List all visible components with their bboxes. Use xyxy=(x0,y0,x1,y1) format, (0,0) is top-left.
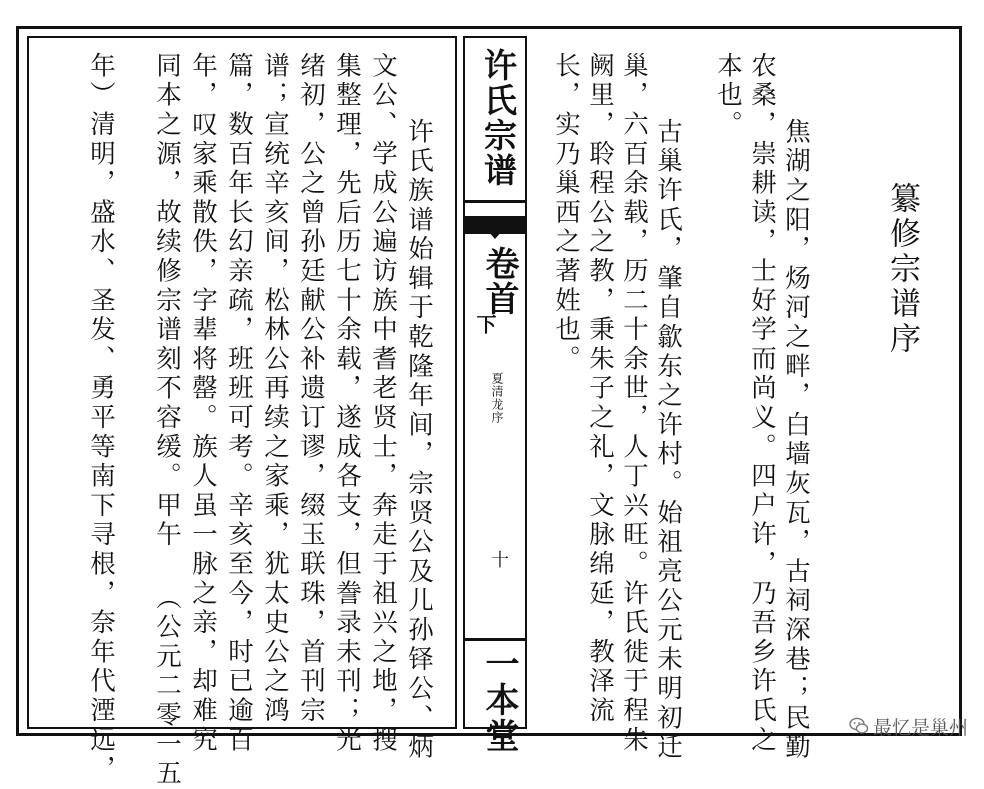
preface-author: 夏清龙序 xyxy=(490,372,504,424)
volume-arrow xyxy=(487,230,503,239)
right-text-line: 阙里，聆程公之教，秉朱子之礼，文脉绵延，教泽流 xyxy=(585,52,615,726)
left-text-line: 谱；宣统辛亥间，松林公再续之家乘，犹太史公之鸿 xyxy=(260,52,290,726)
right-text-line: 焦湖之阳，炀河之畔，白墙灰瓦，古祠深巷；民勤 xyxy=(781,118,811,763)
spine-divider xyxy=(465,200,525,203)
left-text-line: 文公、学成公遍访族中耆老贤士，奔走于祖兴之地，搜 xyxy=(368,52,398,756)
wechat-icon xyxy=(849,716,869,736)
left-text-line: 绪初，公之曾孙廷献公补遗订谬，缀玉联珠，首刊宗 xyxy=(296,52,326,726)
book-spine xyxy=(463,36,527,754)
left-text-line: 同本之源，故续修宗谱刻不容缓。甲午 （公元二零一五 xyxy=(152,52,182,789)
left-text-line: 年，叹家乘散佚，字辈将罄。族人虽一脉之亲，却难究 xyxy=(188,52,218,756)
page-number: 十 xyxy=(488,550,509,568)
left-text-line: 篇，数百年长幻亲疏，班班可考。辛亥至今，时已逾百 xyxy=(224,52,254,756)
volume-label: 卷首 xyxy=(479,246,519,316)
page-title: 纂修宗谱序 xyxy=(884,182,920,357)
right-text-line: 古巢许氏，肇自歙东之许村。始祖亮公元未明初迁 xyxy=(653,118,683,763)
watermark-text: 最忆是巢州 xyxy=(872,716,968,739)
right-text-line: 长，实乃巢西之著姓也。 xyxy=(551,52,581,375)
right-text-line: 农桑，崇耕读，士好学而尚义。四户许，乃吾乡许氏之 xyxy=(747,52,777,756)
watermark xyxy=(849,715,968,737)
volume-part: 下 xyxy=(473,314,497,334)
left-text-line: 集整理，先后历七十余载，遂成各支，但誊录未刊；光 xyxy=(332,52,362,756)
hall-name: 一本堂 xyxy=(479,646,519,754)
right-text-line: 本也。 xyxy=(713,52,743,140)
left-text-line: 年）清明，盛水、圣发、勇平等南下寻根，奈年代湮远， xyxy=(86,52,116,785)
spine-divider xyxy=(465,638,525,641)
right-text-line: 巢，六百余载，历二十余世，人丁兴旺。许氏徙于程朱 xyxy=(619,52,649,756)
left-text-line: 许氏族谱始辑于乾隆年间，宗贤公及儿孙铎公、炳 xyxy=(404,118,434,763)
spine-title: 许氏宗谱 xyxy=(479,48,518,188)
